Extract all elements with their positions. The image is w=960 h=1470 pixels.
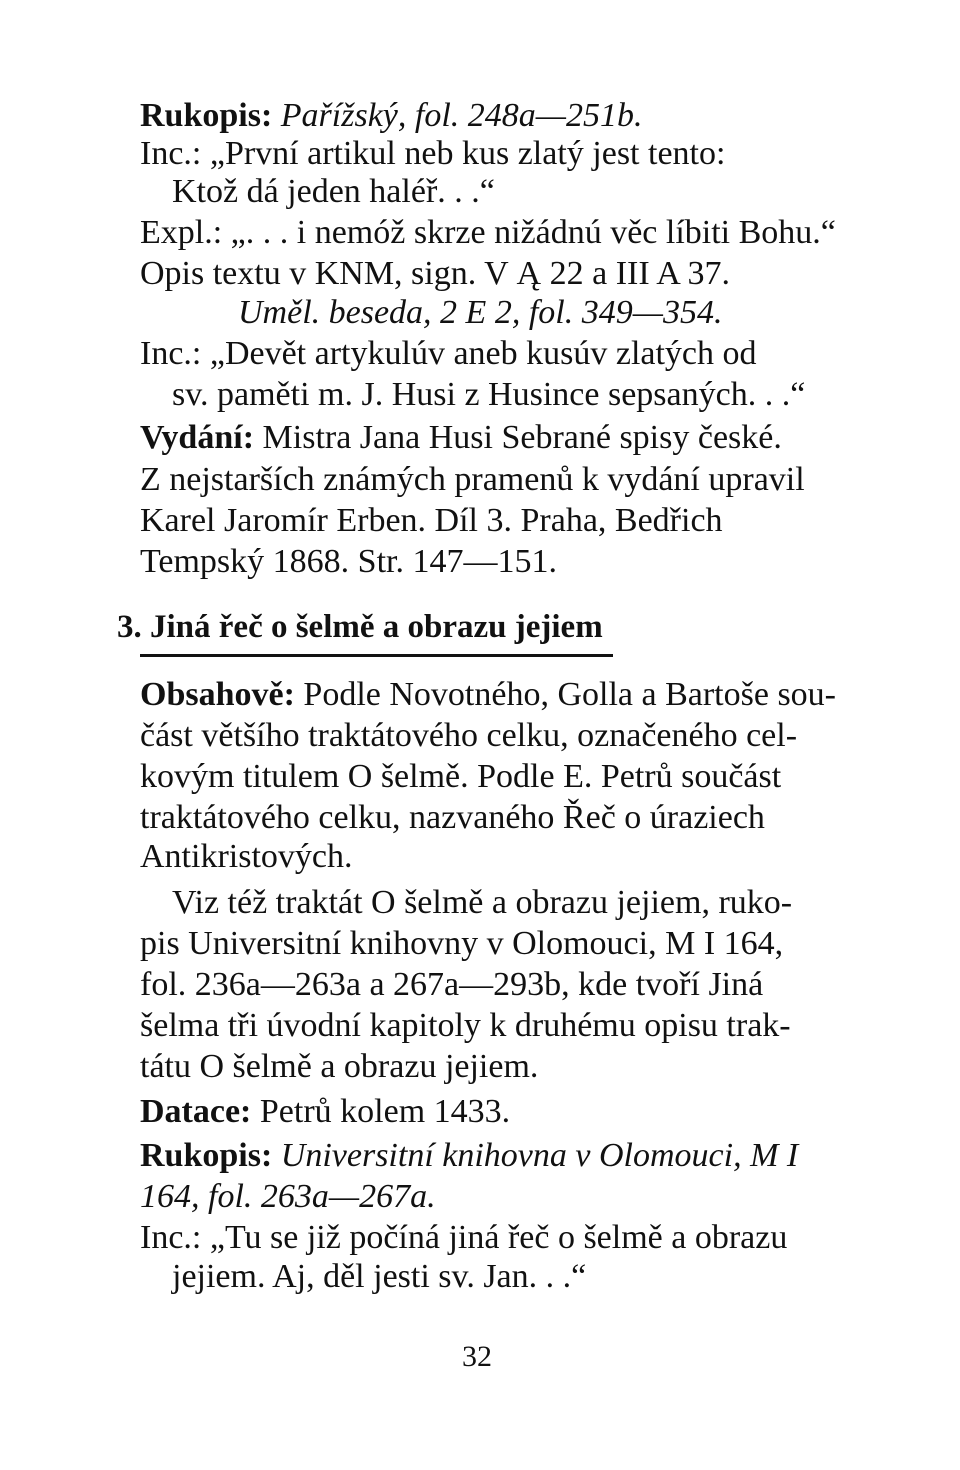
inc3-continuation: jejiem. Aj, děl jesti sv. Jan. . .“ xyxy=(172,1258,587,1295)
rukopis2-continuation: 164, fol. 263a—267a. xyxy=(140,1178,436,1215)
obsahove-line-4: traktátového celku, nazvaného Řeč o úraziech xyxy=(140,799,765,836)
expl-text: „. . . i nemóž skrze nižádnú věc líbiti Bohu.“ xyxy=(230,214,836,251)
inc-continuation: Ktož dá jeden haléř. . .“ xyxy=(172,173,495,210)
expl-line xyxy=(140,213,836,253)
obsahove-line-5: Antikristových. xyxy=(140,838,353,875)
viz-line-4: šelma tři úvodní kapitoly k druhému opisu trak- xyxy=(140,1007,791,1044)
opis-line: Opis textu v KNM, sign. V Ą 22 a III A 37. xyxy=(140,255,730,292)
inc2-line xyxy=(140,334,757,374)
inc2-label: Inc.: xyxy=(140,335,202,372)
vydani-line-2: Z nejstarších známých pramenů k vydání upravil xyxy=(140,461,805,498)
viz-line-5: tátu O šelmě a obrazu jejiem. xyxy=(140,1048,539,1085)
datace-line xyxy=(140,1092,510,1132)
rukopis2-value: Universitní knihovna v Olomouci, M I xyxy=(280,1137,799,1174)
rukopis-value: Pařížský, fol. 248a—251b. xyxy=(280,97,643,134)
inc2-text: „Devět artykulúv aneb kusúv zlatých od xyxy=(209,335,757,372)
rukopis-label: Rukopis: xyxy=(140,97,273,134)
heading-rule xyxy=(140,654,613,657)
vydani-label: Vydání: xyxy=(140,419,255,456)
inc3-text: „Tu se již počíná jiná řeč o šelmě a obrazu xyxy=(209,1219,788,1256)
obsahove-text: Podle Novotného, Golla a Bartoše sou- xyxy=(303,676,836,713)
inc-label: Inc.: xyxy=(140,135,202,172)
obsahove-line-3: kovým titulem O šelmě. Podle E. Petrů součást xyxy=(140,758,782,795)
obsahove-label: Obsahově: xyxy=(140,676,295,713)
viz-line-3: fol. 236a—263a a 267a—293b, kde tvoří Jiná xyxy=(140,966,764,1003)
obsahove-line-1 xyxy=(140,675,836,715)
vydani-text: Mistra Jana Husi Sebrané spisy české. xyxy=(262,419,782,456)
datace-value: Petrů kolem 1433. xyxy=(259,1093,511,1130)
datace-label: Datace: xyxy=(140,1093,252,1130)
page-number: 32 xyxy=(462,1340,492,1373)
inc2-continuation: sv. paměti m. J. Husi z Husince sepsaných. . .“ xyxy=(172,376,806,413)
rukopis-line xyxy=(140,96,643,136)
inc-line xyxy=(140,134,725,174)
umel-beseda-line: Uměl. beseda, 2 E 2, fol. 349—354. xyxy=(238,294,723,331)
rukopis2-label: Rukopis: xyxy=(140,1137,273,1174)
expl-label: Expl.: xyxy=(140,214,223,251)
obsahove-line-2: část většího traktátového celku, označeného cel- xyxy=(140,717,798,754)
viz-line-2: pis Universitní knihovny v Olomouci, M I 164, xyxy=(140,925,784,962)
inc3-label: Inc.: xyxy=(140,1219,202,1256)
vydani-line xyxy=(140,418,782,458)
inc3-line xyxy=(140,1218,787,1258)
inc-text: „První artikul neb kus zlatý jest tento: xyxy=(209,135,726,172)
viz-line-1: Viz též traktát O šelmě a obrazu jejiem, ruko- xyxy=(172,884,793,921)
rukopis2-line xyxy=(140,1136,798,1176)
vydani-line-4: Tempský 1868. Str. 147—151. xyxy=(140,543,557,580)
section-heading: 3. Jiná řeč o šelmě a obrazu jejiem xyxy=(117,609,603,645)
vydani-line-3: Karel Jaromír Erben. Díl 3. Praha, Bedřich xyxy=(140,502,723,539)
